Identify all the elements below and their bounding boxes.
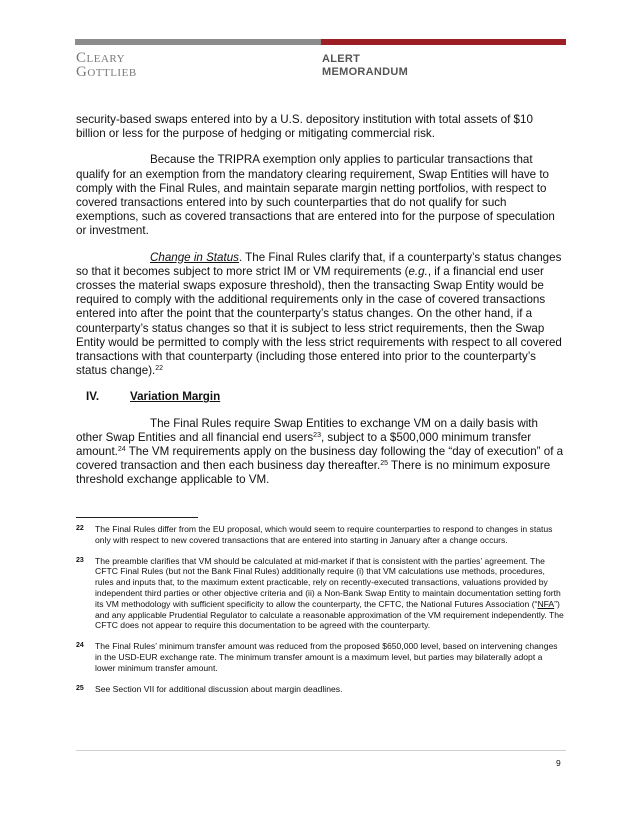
footnote-ref-24[interactable]: 24 — [117, 446, 126, 454]
p3-text-1: . The Final Rules clarify that, if a counterparty’s status changes so that it becomes subject to more strict IM or VM requirements ( — [76, 250, 562, 278]
paragraph-2: Because the TRIPRA exemption only applies to particular transactions that qualify for an exemption from the mandatory clearing requirement, Swap Entities will have to comply with the Final Rules, and maintain separate margin netting portfolios, with respect to covered transactions entered into by such counterparties that do not qualify for such exemptions, such as covered transactions that are entered into for the purpose of speculation or investment. — [76, 153, 555, 238]
paragraph-heading-change-in-status: Change in Status — [150, 250, 239, 264]
logo-line-1: Cleary — [76, 50, 126, 66]
p4-text-4: There is no minimum exposure threshold exchange applicable to VM. — [76, 459, 551, 487]
document-type-label — [322, 53, 408, 79]
paragraph-3 — [76, 251, 564, 379]
paragraph-4 — [76, 417, 564, 488]
fn23-text-2: ”) and any applicable Prudential Regulator to calculate a reasonable approximation of the VM requirement independently. The CFTC does not appear to require this documentation to be agreed with the counterparty. — [95, 598, 564, 631]
firm-logo — [76, 51, 137, 79]
p3-text-2: , if a financial end user crosses the material swaps exposure threshold), then the transacting Swap Entity would be required to comply with the additional requirements only in the case of covered transactions entered into after the point that the counterparty’s status changes. On the other hand, if a counterparty’s status changes so that it is subject to less strict requirements, then the Swap Entity would be permitted to comply with the less strict requirements with respect to all covered transactions with that counterparty (including those entered into prior to the counterparty’s status change). — [76, 264, 562, 378]
section-number: IV. — [86, 390, 100, 404]
footnote-22 — [76, 524, 564, 546]
footnote-24 — [76, 641, 564, 673]
fn23-text-1: The preamble clarifies that VM should be calculated at mid-market if that is consistent with the parties’ agreement. The CFTC Final Rules (but not the Bank Final Rules) additionally require (i) that VM calculations use methods, procedures, rules and inputs that, to the maximum extent practicable, rely on recently-executed transactions, valuations provided by independent third parties or other objective criteria and (ii) a Non-Bank Swap Entity to maintain documentation setting forth its VM methodology with sufficient specificity to allow the counterparty, the CFTC, the National Futures Association (“ — [95, 555, 561, 609]
page-number: 9 — [556, 758, 561, 768]
footnote-text — [95, 556, 564, 632]
footnote-text: The Final Rules differ from the EU proposal, which would seem to require counterparties to respond to changes in status only with respect to new covered transactions that are entered into starting in January after a change occurs. — [95, 524, 553, 545]
footer-divider — [76, 750, 566, 751]
footnote-ref-23[interactable]: 23 — [313, 431, 321, 439]
logo-line-2: Gottlieb — [76, 64, 137, 80]
footnote-23 — [76, 556, 564, 632]
header-bar-red — [321, 39, 566, 45]
footnote-text: See Section VII for additional discussion about margin deadlines. — [95, 683, 343, 694]
footnotes — [76, 524, 564, 704]
header-bar-gray — [75, 39, 321, 45]
p4-text-1: The Final Rules require Swap Entities to exchange VM on a daily basis with other Swap Entities and all financial end users — [76, 416, 538, 444]
footnote-25 — [76, 684, 564, 695]
footnote-number: 22 — [76, 525, 84, 532]
label-memorandum: MEMORANDUM — [322, 66, 409, 78]
body-content — [76, 113, 564, 500]
footnote-ref-22[interactable]: 22 — [155, 365, 164, 373]
paragraph-1: security-based swaps entered into by a U.S. depository institution with total assets of $10 billion or less for the purpose of hedging or mitigating commercial risk. — [76, 113, 533, 141]
footnote-ref-25[interactable]: 25 — [380, 460, 389, 468]
label-alert: ALERT — [322, 53, 361, 65]
section-title: Variation Margin — [130, 390, 221, 404]
footnote-number: 24 — [76, 642, 84, 650]
footnote-number: 23 — [76, 556, 84, 564]
p3-eg: e.g. — [408, 264, 428, 278]
fn23-abbr-nfa: NFA — [537, 598, 555, 609]
footnote-text: The Final Rules’ minimum transfer amount was reduced from the proposed $650,000 level, based on intervening changes in the USD-EUR exchange rate. The minimum transfer amount is a maximum level, but parties may bilaterally adopt a lower minimum transfer amount. — [95, 641, 558, 673]
footnote-divider — [76, 517, 198, 518]
p4-text-3: The VM requirements apply on the business day following the “day of execution” of a covered transaction and then each business day thereafter. — [76, 445, 564, 473]
section-heading — [86, 390, 564, 404]
footnote-number: 25 — [76, 684, 84, 692]
p4-text-2: , subject to a $500,000 minimum transfer amount. — [76, 430, 532, 459]
